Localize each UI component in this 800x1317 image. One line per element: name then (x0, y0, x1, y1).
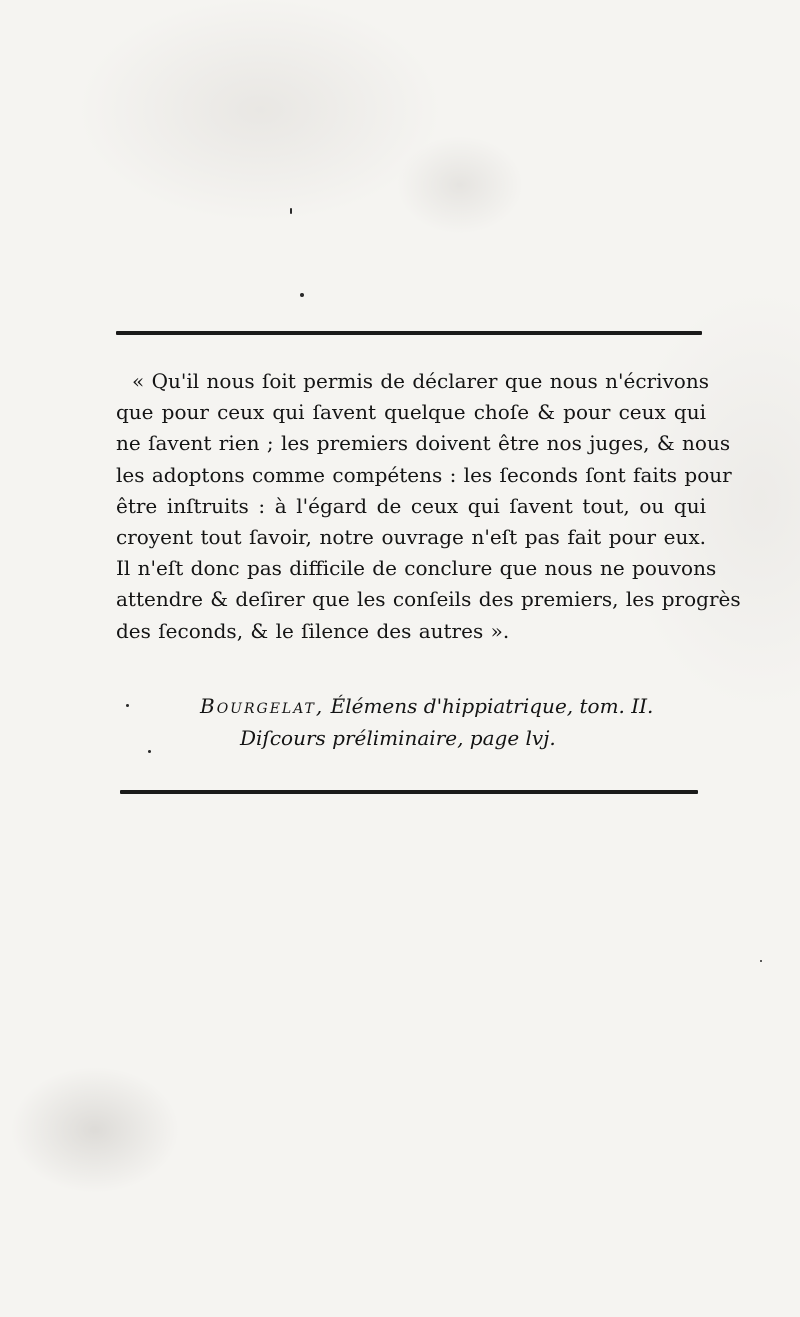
epigraph-citation (200, 690, 710, 754)
paper-speck (290, 208, 292, 214)
quote-line: ne ſavent rien ; les premiers doivent être nos juges, & nous (116, 431, 731, 456)
paper-speck (760, 960, 762, 962)
citation-line-1 (200, 690, 710, 722)
quote-line: les adoptons comme compétens : les ſeconds ſont faits pour (116, 462, 732, 487)
quote-line: être inſtruits : à l'égard de ceux qui ſavent tout, ou qui (116, 493, 706, 518)
epigraph-quote (116, 366, 741, 647)
quote-line: des ſeconds, & le ſilence des autres ». (116, 618, 510, 643)
top-rule (116, 331, 702, 335)
bottom-rule (120, 790, 698, 794)
quote-line: Il n'eſt donc pas difficile de conclure que nous ne pouvons (116, 556, 717, 581)
quote-line: que pour ceux qui ſavent quelque choſe & pour ceux qui (116, 400, 706, 425)
paper-speck (148, 750, 151, 753)
paper-speck (126, 704, 129, 707)
citation-work: Élémens d'hippiatrique, tom. II. (330, 694, 654, 718)
quote-line: croyent tout ſavoir, notre ouvrage n'eſt pas fait pour eux. (116, 524, 706, 549)
quote-line: attendre & deſirer que les conſeils des premiers, les progrès (116, 587, 741, 612)
citation-section: Diſcours préliminaire, page lvj. (240, 726, 556, 750)
paper-speck (300, 293, 304, 297)
citation-author: Bourgelat, (200, 694, 325, 718)
quote-line: « Qu'il nous ſoit permis de déclarer que nous n'écrivons (132, 369, 709, 393)
